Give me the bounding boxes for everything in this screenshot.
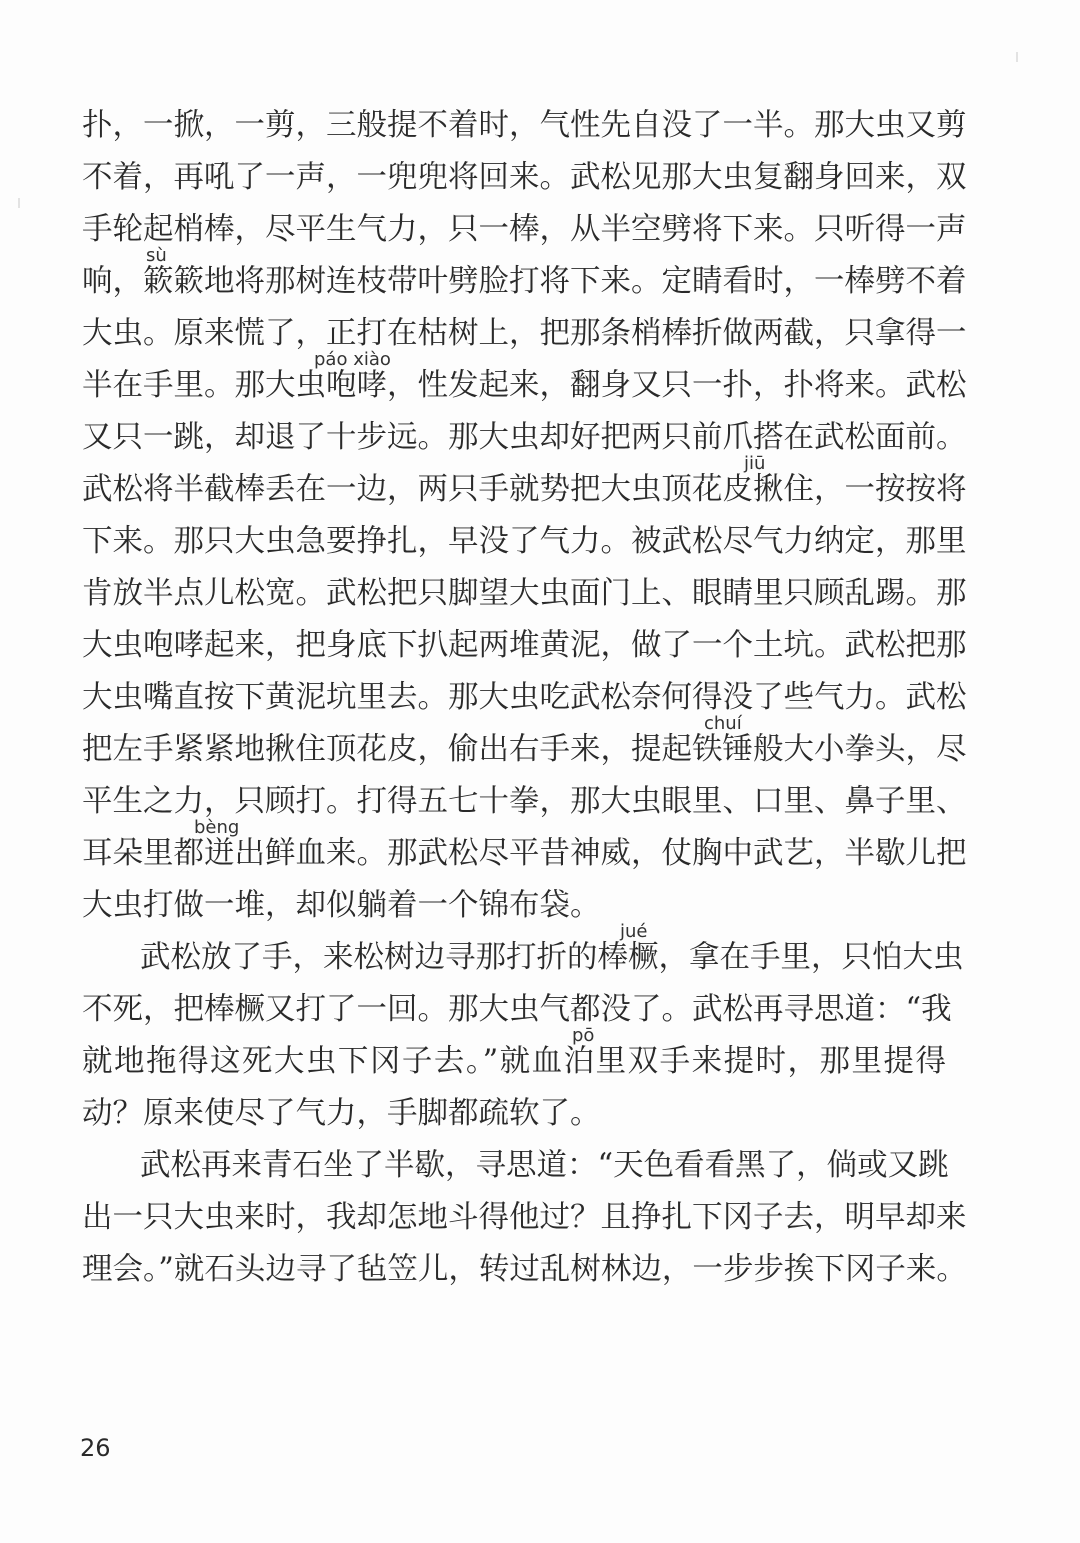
text-line: 就地拖得这死大虫下冈子去。”就血泊里双手来提时，那里提得: [82, 1044, 946, 1079]
text-line: 手轮起梢棒，尽平生气力，只一棒，从半空劈将下来。只听得一声: [82, 212, 967, 247]
pinyin-annotation: jiū: [744, 453, 766, 474]
scan-mark: [18, 198, 20, 208]
text-line: 把左手紧紧地揪住顶花皮，偷出右手来，提起铁锤般大小拳头，尽: [82, 732, 967, 767]
text-line: 大虫。原来慌了，正打在枯树上，把那条梢棒折做两截，只拿得一: [82, 316, 967, 351]
text-line: 平生之力，只顾打。打得五七十拳，那大虫眼里、口里、鼻子里、: [82, 784, 967, 819]
text-line: 理会。”就石头边寻了毡笠儿，转过乱树林边，一步步挨下冈子来。: [82, 1252, 967, 1287]
pinyin-annotation: pō: [572, 1025, 595, 1046]
text-line: 武松将半截棒丢在一边，两只手就势把大虫顶花皮揪住，一按按将: [82, 472, 967, 507]
text-line: 出一只大虫来时，我却怎地斗得他过？且挣扎下冈子去，明早却来: [82, 1200, 967, 1235]
pinyin-annotation: jué: [620, 921, 648, 942]
text-line: 半在手里。那大虫咆哮，性发起来，翻身又只一扑，扑将来。武松: [82, 368, 967, 403]
text-line: 大虫咆哮起来，把身底下扒起两堆黄泥，做了一个土坑。武松把那: [82, 628, 967, 663]
text-line: 武松再来青石坐了半歇，寻思道：“天色看看黑了，倘或又跳: [140, 1148, 949, 1183]
page-number: 26: [80, 1434, 111, 1462]
scan-mark: [1016, 52, 1018, 62]
text-line: 不着，再吼了一声，一兜兜将回来。武松见那大虫复翻身回来，双: [82, 160, 967, 195]
text-line: 扑，一掀，一剪，三般提不着时，气性先自没了一半。那大虫又剪: [82, 108, 967, 143]
text-line: 不死，把棒橛又打了一回。那大虫气都没了。武松再寻思道：“我: [82, 992, 952, 1027]
text-line: 耳朵里都迸出鲜血来。那武松尽平昔神威，仗胸中武艺，半歇儿把: [82, 836, 967, 871]
pinyin-annotation: chuí: [704, 713, 742, 734]
pinyin-annotation: páo xiào: [314, 349, 391, 370]
text-line: 肯放半点儿松宽。武松把只脚望大虫面门上、眼睛里只顾乱踢。那: [82, 576, 967, 611]
text-line: 武松放了手，来松树边寻那打折的棒橛，拿在手里，只怕大虫: [140, 940, 964, 975]
text-line: 又只一跳，却退了十步远。那大虫却好把两只前爪搭在武松面前。: [82, 420, 967, 455]
text-line: 大虫嘴直按下黄泥坑里去。那大虫吃武松奈何得没了些气力。武松: [82, 680, 967, 715]
text-line: 动？原来使尽了气力，手脚都疏软了。: [82, 1096, 601, 1131]
pinyin-annotation: sù: [146, 245, 167, 266]
pinyin-annotation: bèng: [194, 817, 240, 838]
text-line: 下来。那只大虫急要挣扎，早没了气力。被武松尽气力纳定，那里: [82, 524, 967, 559]
text-line: 大虫打做一堆，却似躺着一个锦布袋。: [82, 888, 601, 923]
text-line: 响，簌簌地将那树连枝带叶劈脸打将下来。定睛看时，一棒劈不着: [82, 264, 967, 299]
